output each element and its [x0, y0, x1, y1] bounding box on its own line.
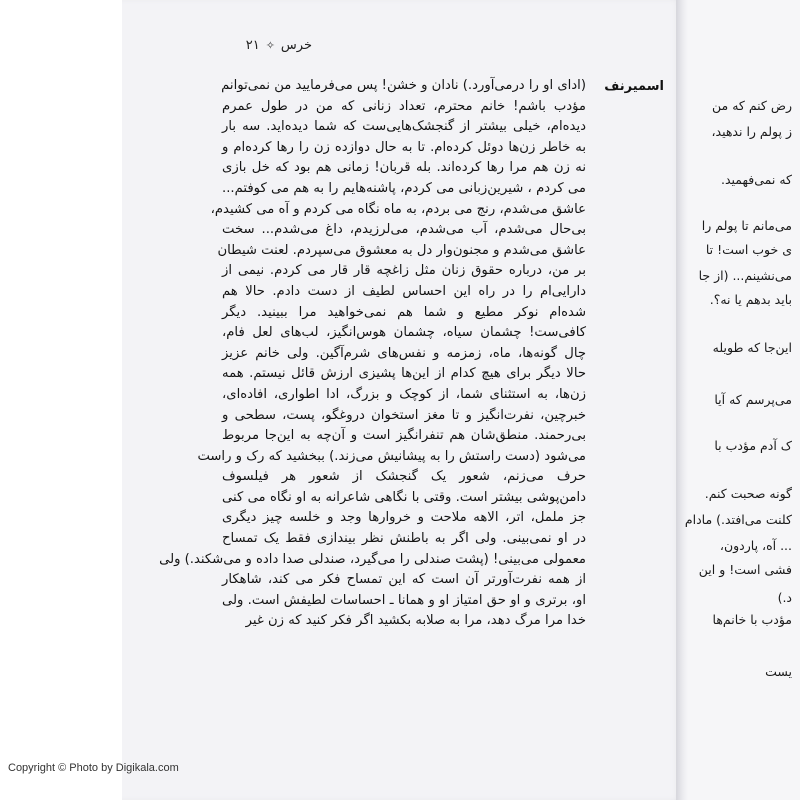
text-line: مؤدب باشم! خانم محترم، تعداد زنانی که من در طول عمرم: [222, 98, 586, 114]
text-line: دارایی‌ام را در راه این احساس لطیف از دست دادم. حالا هم: [222, 283, 586, 299]
facing-page-line: باید بدهم یا نه؟.: [709, 292, 792, 307]
facing-page-line: رض کنم که من: [712, 98, 792, 113]
facing-page-line: ز پولم را ندهید،: [711, 124, 792, 139]
facing-page-line: ... آه، پاردون،: [719, 538, 792, 553]
text-line: بی‌حال می‌شدم، آب می‌شدم، می‌لرزیدم، داغ می‌شدم... سخت: [222, 222, 586, 238]
diamond-icon: ✧: [265, 39, 275, 52]
facing-page-line: می‌پرسم که آیا: [714, 392, 792, 407]
text-line: خدا مرا مرگ دهد، مرا به صلابه بکشید اگر فکر کنید که زن غیر: [245, 613, 586, 629]
facing-page-line: ی خوب است! تا: [705, 242, 792, 257]
text-line: دیده‌ام، خیلی بیشتر از گنجشک‌هایی‌ست که شما دیده‌اید. سه بار: [222, 119, 586, 135]
running-header: [232, 38, 312, 53]
text-line: معمولی می‌بینی! (پشت صندلی را می‌گیرد، صندلی صدا داده و می‌شکند.) ولی: [159, 551, 586, 567]
facing-page-line: د.): [777, 590, 792, 605]
text-line: بر من، درباره حقوق زنان مثل زاغچه قار قار می کردم. نیمی از: [222, 263, 586, 279]
text-line: شده‌ام نوکر مطیع و شما هم نمی‌خواهید مرا ببینید. دیگر: [222, 304, 586, 320]
text-line: چال گونه‌ها، ماه، زمزمه و نفس‌های شرم‌آگین. ولی خانم عزیز: [222, 345, 586, 361]
page-number: ۲۱: [245, 38, 260, 53]
facing-page-line: که نمی‌فهمید.: [720, 172, 792, 187]
facing-page-line: می‌مانم تا پولم را: [701, 218, 792, 233]
text-line: خبرچین، نفرت‌انگیز و تا مغز استخوان دروغگو، پست، سطحی و: [222, 407, 586, 423]
facing-page-line: مؤدب با خانم‌ها: [712, 612, 792, 627]
text-line: دامن‌پوشی بیشتر است. وقتی با نگاهی شاعرانه به او نگاه می کنی: [222, 489, 586, 505]
facing-page: [684, 0, 800, 800]
speaker-name: اسمیرنف: [604, 79, 664, 94]
text-line: زن‌ها، به استثنای شما، از کوچک و بزرگ، ادا اطواری، افاده‌ای،: [222, 386, 586, 402]
text-line: می‌شود (دست راستش را به پیشانیش می‌زند.) ببخشید که رک و راست: [197, 448, 586, 464]
facing-page-line: فشی است! و این: [698, 562, 792, 577]
text-line: به خاطر زن‌ها دوئل کرده‌ام. تا به حال دوازده زن را رها کرده‌ام و: [222, 139, 586, 155]
facing-page-line: کلنت می‌افتد.) مادام: [684, 512, 792, 527]
text-line: حالا دیگر برای هیچ کدام از این‌ها پشیزی ارزش قائل نیستم. همه: [222, 366, 586, 382]
facing-page-line: ک آدم مؤدب با: [714, 438, 792, 453]
text-line: نه زن هم مرا رها کرده‌اند. بله قربان! زمانی هم بود که خل بازی: [222, 160, 586, 176]
text-line: (ادای او را درمی‌آورد.) نادان و خشن! پس می‌فرمایید من نمی‌توانم: [221, 78, 586, 93]
chapter-title: خرس: [280, 38, 312, 53]
facing-page-line: گونه صحبت کنم.: [704, 486, 792, 501]
text-line: او، برتری و او حق امتیاز او و همانا ـ احساسات لطیفش است. ولی: [222, 592, 586, 608]
text-line: کافی‌ست! چشمان سیاه، چشمان هوس‌انگیز، لب‌های لعل فام،: [222, 325, 586, 341]
facing-page-line: یست: [765, 664, 792, 679]
dialogue-text: [159, 76, 586, 632]
text-line: می کردم ، شیرین‌زبانی می کردم، پاشنه‌هایم را به هم می کوفتم...: [222, 180, 586, 196]
text-line: عاشق می‌شدم و مجنون‌وار دل به معشوق می‌سپردم. لعنت شیطان: [217, 242, 586, 258]
left-margin: [0, 0, 122, 800]
text-line: حرف می‌زنم، شعور یک گنجشک از شعور هر فیلسوف: [222, 469, 586, 485]
text-line: عاشق می‌شدم، رنج می بردم، به ماه نگاه می کردم و آه می کشیدم،: [210, 201, 586, 217]
facing-page-line: این‌جا که طویله: [712, 340, 792, 355]
text-line: از همه نفرت‌آورتر آن است که این تمساح فکر می کند، شاهکار: [222, 572, 586, 588]
copyright-notice: Copyright © Photo by Digikala.com: [8, 762, 179, 774]
text-line: بی‌رحمند. منطق‌شان هم تنفرانگیز است و آن‌چه به این‌جا مربوط: [222, 428, 586, 444]
book-gutter: [676, 0, 688, 800]
facing-page-line: می‌نشینم... (از جا: [698, 268, 792, 283]
text-line: در او نمی‌بینی. ولی اگر به باطنش نظر بیندازی فقط یک تمساح: [222, 531, 586, 547]
text-line: جز ململ، اتر، الاهه ملاحت و خروارها وجد و خلسه چیز دیگری: [222, 510, 586, 526]
